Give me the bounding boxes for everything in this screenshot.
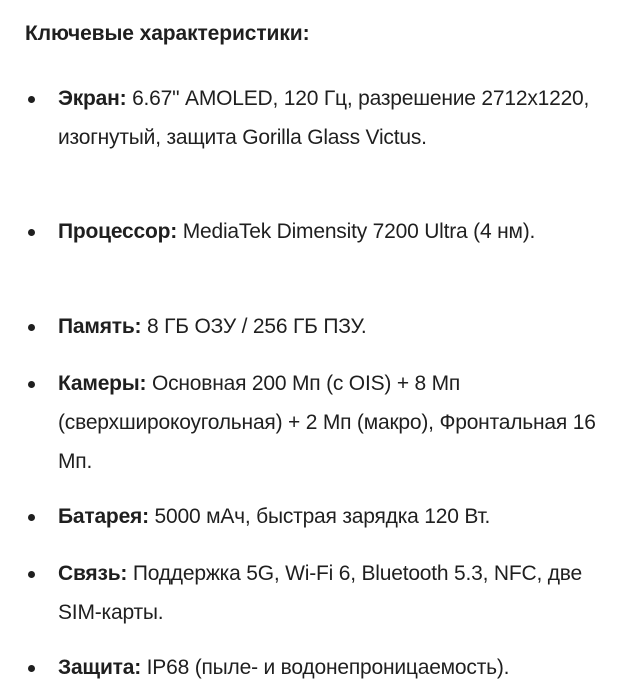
bullet-icon [28, 665, 35, 672]
spec-value: Основная 200 Мп (с OIS) + 8 Мп (сверхширокоугольная) + 2 Мп (макро), Фронтальная 16 Мп. [58, 372, 596, 473]
spec-label: Камеры: [58, 372, 147, 395]
bullet-icon [28, 229, 35, 236]
spec-value: MediaTek Dimensity 7200 Ultra (4 нм). [177, 220, 536, 243]
spec-value: 6.67" AMOLED, 120 Гц, разрешение 2712x1220, изогнутый, защита Gorilla Glass Victus. [58, 87, 590, 149]
spec-value: IP68 (пыле- и водонепроницаемость). [141, 656, 510, 679]
spec-value: 5000 мАч, быстрая зарядка 120 Вт. [148, 505, 491, 528]
bullet-icon [28, 96, 35, 103]
spec-label: Батарея: [58, 505, 149, 528]
spec-label: Процессор: [58, 220, 178, 243]
spec-label: Защита: [58, 656, 142, 679]
section-heading: Ключевые характеристики: [25, 22, 310, 45]
bullet-icon [28, 381, 35, 388]
spec-label: Память: [58, 315, 142, 338]
bullet-icon [28, 514, 35, 521]
bullet-icon [28, 324, 35, 331]
spec-value: Поддержка 5G, Wi-Fi 6, Bluetooth 5.3, NFC, две SIM-карты. [58, 562, 582, 624]
spec-value: 8 ГБ ОЗУ / 256 ГБ ПЗУ. [141, 315, 367, 338]
spec-label: Связь: [58, 562, 128, 585]
bullet-icon [28, 571, 35, 578]
spec-label: Экран: [58, 87, 127, 110]
